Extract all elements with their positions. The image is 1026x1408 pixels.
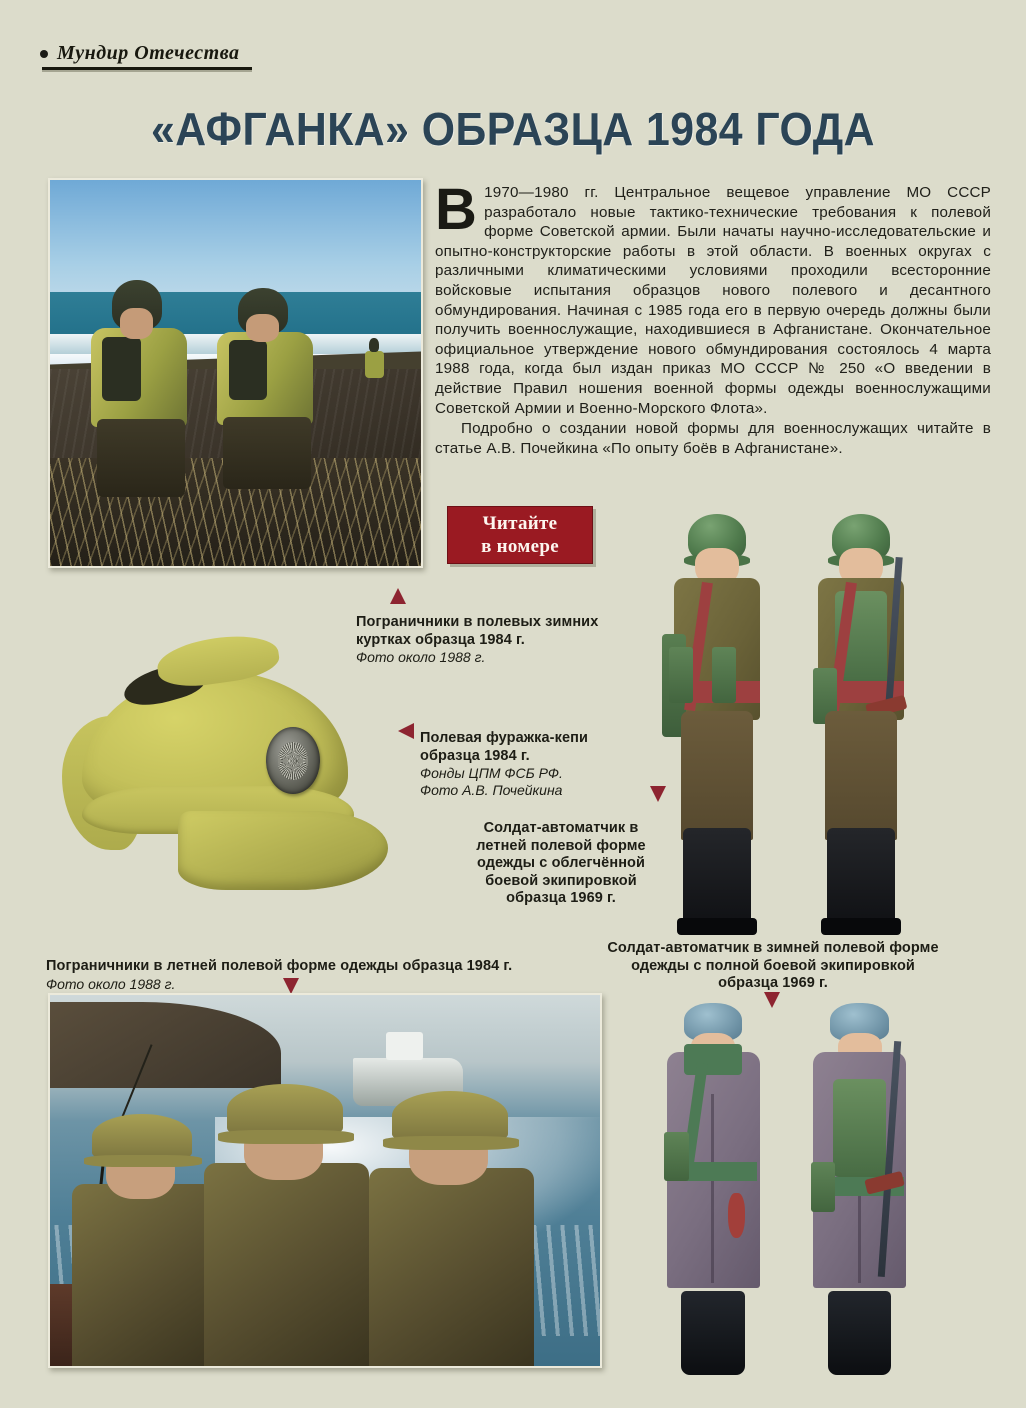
border-guard-3 — [369, 1091, 534, 1366]
article-paragraph-1: В 1970—1980 гг. Центральное вещевое управление МО СССР разработало новые тактико-технические требования к полевой форме Советской армии. Были начаты научно-исследовательские и опытно-конструкторские работы в этой области. В военных округах с различными климатическими условиями проходили всесторонние войсковые испытания образцов нового полевого и десантного обмундирования. Начиная с 1985 года его в первую очередь должны были получить военнослужащие, находившиеся в Афганистане. Окончательное официальное утверждение нового обмундирования состоялось 4 марта 1988 года, когда был издан приказ МО СССР № 250 «О введении в действие Правил ношения военной формы одежды военнослужащими Советской Армии и Военно-Морского Флота». — [435, 177, 991, 417]
caption-field-cap-title: Полевая фуражка-кепи образца 1984 г. — [420, 730, 588, 764]
article-body — [435, 177, 991, 458]
summer-soldier-back — [801, 505, 921, 935]
caption-field-cap-credit: Фото А.В. Почейкина — [420, 781, 563, 798]
caption-summer-uniform-photo — [46, 958, 606, 992]
caption-winter-jackets-title: Пограничники в полевых зимних куртках образца 1984 г. — [356, 614, 599, 648]
bullet-icon — [40, 50, 48, 58]
winter-soldier-back — [799, 995, 921, 1375]
illustration-winter-soldiers — [640, 995, 945, 1375]
photo-beach-patrol — [48, 178, 423, 568]
summer-soldier-front — [657, 505, 777, 935]
caption-field-cap-source: Фонды ЦПМ ФСБ РФ. — [420, 765, 563, 781]
photo-boat-patrol — [48, 993, 602, 1368]
read-in-issue-badge[interactable] — [447, 506, 593, 564]
caption-summer-uniform-credit: Фото около 1988 г. — [46, 975, 176, 992]
running-head-label: Мундир Отечества — [57, 42, 240, 64]
promo-line-2: в номере — [481, 536, 559, 557]
border-guard-2 — [204, 1084, 369, 1366]
caption-winter-soldier-title: Солдат-автоматчик в зимней полевой форме одежды с полной боевой экипировкой образца 1969 г. — [607, 940, 939, 991]
drop-cap: В — [435, 177, 478, 242]
caption-winter-soldier — [604, 940, 942, 993]
winter-soldier-front — [652, 995, 774, 1375]
soldier-figure-left — [91, 280, 187, 496]
caption-winter-jackets-credit: Фото около 1988 г. — [356, 649, 486, 665]
border-guard-1 — [72, 1114, 215, 1366]
caption-summer-soldier-title: Солдат-автоматчик в летней полевой форме одежды с облегчённой боевой экипировкой образца 1969 г. — [476, 820, 646, 906]
promo-line-1: Читайте — [482, 513, 558, 534]
soldier-figure-right — [217, 288, 313, 489]
illustration-summer-soldiers — [645, 505, 945, 935]
running-head — [40, 42, 440, 70]
distant-figure — [365, 338, 384, 396]
cap-visor — [178, 811, 389, 889]
running-head-rule — [42, 67, 252, 70]
caption-summer-soldier — [468, 820, 654, 908]
caption-field-cap — [420, 730, 630, 798]
caption-summer-uniform-title: Пограничники в летней полевой форме одежды образца 1984 г. — [46, 958, 513, 974]
cliff-background — [50, 1002, 281, 1087]
page-title: «АФГАНКА» ОБРАЗЦА 1984 ГОДА — [150, 103, 876, 155]
article-paragraph-2: Подробно о создании новой формы для военнослужащих читайте в статье А.В. Почейкина «По опыту боёв в Афганистане». — [435, 420, 991, 457]
photo-field-cap — [62, 632, 402, 912]
